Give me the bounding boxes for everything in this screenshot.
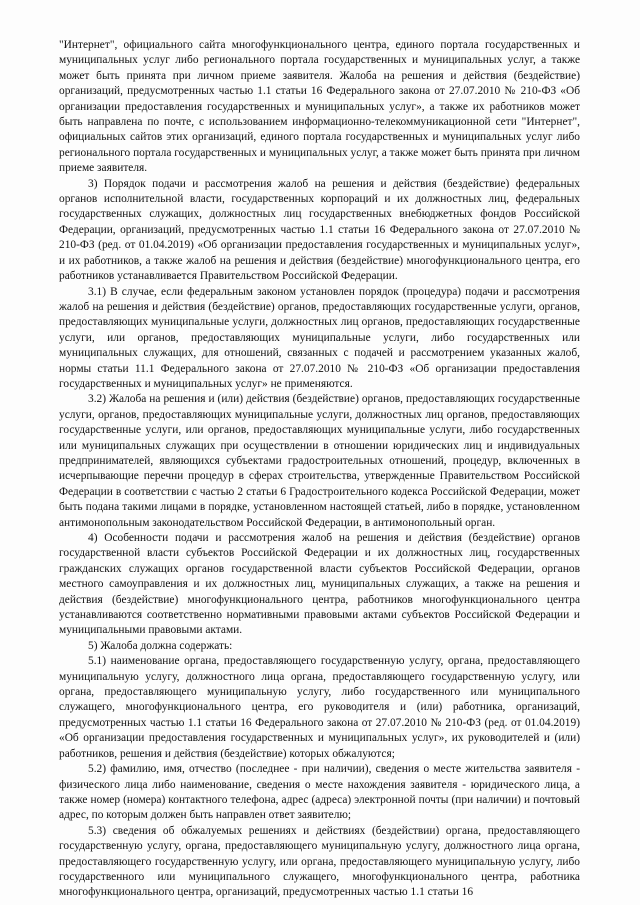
document-body xyxy=(59,38,580,901)
paragraph-item-3-2: 3.2) Жалоба на решения и (или) действия (бездействие) органов, предоставляющих государственные услуги, органов, предоставляющих муниципальные услуги, должностных лиц органов, предоставляющих государственные услуги, или органов, предоставляющих муниципальные услуги, либо государственных или муниципальных служащих при осуществлении в отношении юридических лиц и индивидуальных предпринимателей, являющихся субъектами градостроительных отношений, процедур, включенных в исчерпывающие перечни процедур в сферах строительства, утвержденные Правительством Российской Федерации в соответствии с частью 2 статьи 6 Градостроительного кодекса Российской Федерации, может быть подана такими лицами в порядке, установленном настоящей статьей, либо в порядке, установленном антимонопольным законодательством Российской Федерации, в антимонопольный орган. xyxy=(59,393,580,529)
paragraph-item-3-1: 3.1) В случае, если федеральным законом установлен порядок (процедура) подачи и рассмотрения жалоб на решения и действия (бездействие) органов, предоставляющих государственные услуги, органов, предоставляющих муниципальные услуги, должностных лиц органов, предоставляющих государственные услуги, или органов, предоставляющих муниципальные услуги, либо государственных или муниципальных служащих, для отношений, связанных с подачей и рассмотрением указанных жалоб, нормы статьи 11.1 Федерального закона от 27.07.2010 № 210-ФЗ «Об организации предоставления государственных и муниципальных услуг» не применяются. xyxy=(59,285,580,390)
paragraph-item-5-2: 5.2) фамилию, имя, отчество (последнее - при наличии), сведения о месте жительства заявителя - физического лица либо наименование, сведения о месте нахождения заявителя - юридического лица, а также номер (номера) контактного телефона, адрес (адреса) электронной почты (при наличии) и почтовый адрес, по которым должен быть направлен ответ заявителю; xyxy=(59,763,580,822)
paragraph-item-5-1: 5.1) наименование органа, предоставляющего государственную услугу, органа, предоставляющего муниципальную услугу, должностного лица органа, предоставляющего государственную услугу, или органа, предоставляющего муниципальную услугу, либо государственного или муниципального служащего, многофункционального центра, его руководителя и (или) работника, организаций, предусмотренных частью 1.1 статьи 16 Федерального закона от 27.07.2010 № 210-ФЗ (ред. от 01.04.2019) «Об организации предоставления государственных и муниципальных услуг», их руководителей и (или) работников, решения и действия (бездействие) которых обжалуются; xyxy=(59,655,580,760)
paragraph-item-5-3: 5.3) сведения об обжалуемых решениях и действиях (бездействии) органа, предоставляющего государственную услугу, органа, предоставляющего муниципальную услугу, должностного лица органа, предоставляющего государственную услугу, или органа, предоставляющего муниципальную услугу, либо государственного или муниципального служащего, многофункционального центра, работника многофункционального центра, организаций, предусмотренных частью 1.1 статьи 16 xyxy=(59,824,580,899)
paragraph-item-3: 3) Порядок подачи и рассмотрения жалоб на решения и действия (бездействие) федеральных органов исполнительной власти, государственных корпораций и их должностных лиц, федеральных государственных служащих, должностных лиц государственных внебюджетных фондов Российской Федерации, организаций, предусмотренных частью 1.1 статьи 16 Федерального закона от 27.07.2010 № 210-ФЗ (ред. от 01.04.2019) «Об организации предоставления государственных и муниципальных услуг», и их работников, а также жалоб на решения и действия (бездействие) многофункционального центра, его работников устанавливается Правительством Российской Федерации. xyxy=(59,177,580,283)
paragraph-item-4: 4) Особенности подачи и рассмотрения жалоб на решения и действия (бездействие) органов государственной власти субъектов Российской Федерации и их должностных лиц, государственных гражданских служащих органов государственной власти субъектов Российской Федерации, органов местного самоуправления и их должностных лиц, муниципальных служащих, а также на решения и действия (бездействие) многофункционального центра, работников многофункционального центра устанавливаются соответственно нормативными правовыми актами субъектов Российской Федерации и муниципальными правовыми актами. xyxy=(59,532,580,637)
paragraph-item-5: 5) Жалоба должна содержать: xyxy=(88,639,233,652)
paragraph-continuation: "Интернет", официального сайта многофункционального центра, единого портала государственных и муниципальных услуг либо регионального портала государственных и муниципальных услуг, а также может быть принята при личном приеме заявителя. Жалоба на решения и действия (бездействие) организаций, предусмотренных частью 1.1 статьи 16 Федерального закона от 27.07.2010 № 210-ФЗ «Об организации предоставления государственных и муниципальных услуг», а также их работников может быть направлена по почте, с использованием информационно-телекоммуникационной сети "Интернет", официальных сайтов этих организаций, единого портала государственных и муниципальных услуг либо регионального портала государственных и муниципальных услуг, а также может быть принята при личном приеме заявителя. xyxy=(59,39,580,175)
